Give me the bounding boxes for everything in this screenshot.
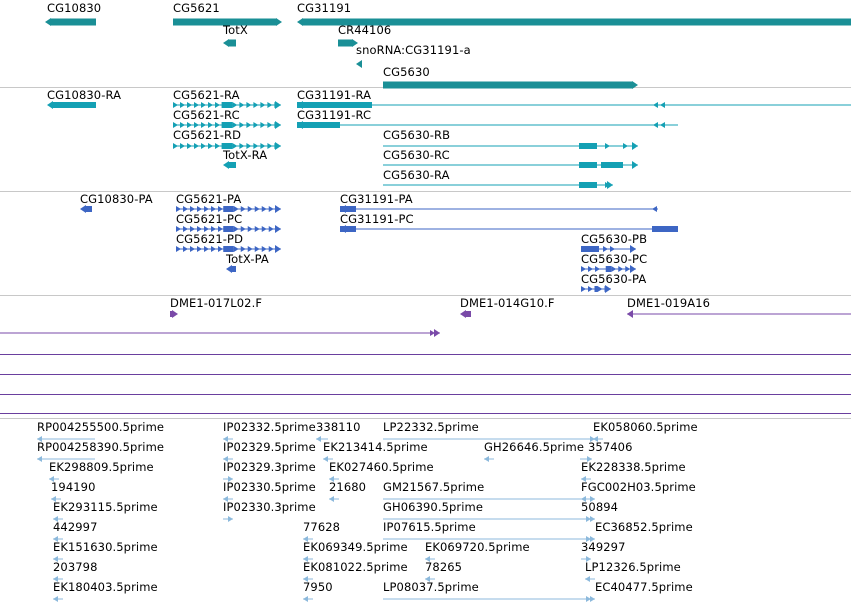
empty-track-line — [0, 374, 851, 375]
track-separator — [0, 295, 851, 296]
gene-feature[interactable] — [338, 35, 358, 51]
est-feature[interactable] — [581, 591, 591, 603]
gene-label: CG10830 — [47, 1, 102, 15]
transcript-label: CG31191-RC — [297, 108, 372, 122]
est-label: 78265 — [425, 560, 463, 574]
est-label: LP08037.5prime — [383, 580, 479, 594]
gene-feature[interactable] — [383, 77, 638, 93]
transcript-feature[interactable] — [297, 97, 851, 113]
est-label: IP02332.5prime — [223, 420, 316, 434]
empty-track-line — [0, 413, 851, 414]
est-label: 442997 — [53, 520, 98, 534]
est-label: EK081022.5prime — [303, 560, 408, 574]
est-label: FGC002H03.5prime — [581, 480, 696, 494]
gene-glyph — [45, 14, 96, 30]
protein-label: CG10830-PA — [80, 192, 153, 206]
clone-feature[interactable] — [170, 306, 178, 322]
gene-glyph — [356, 56, 361, 72]
est-glyph — [484, 451, 494, 467]
est-glyph — [581, 591, 591, 603]
protein-glyph — [226, 261, 236, 277]
est-label: IP02329.3prime — [223, 460, 316, 474]
protein-feature[interactable] — [80, 201, 92, 217]
transcript-feature[interactable] — [383, 177, 613, 193]
empty-track-line — [0, 394, 851, 395]
est-label: EK058060.5prime — [593, 420, 698, 434]
protein-label: CG5630-PB — [581, 232, 648, 246]
clone-label: DME1-019A16 — [627, 296, 711, 310]
protein-label: CG31191-PA — [340, 192, 413, 206]
est-label: EC40477.5prime — [595, 580, 693, 594]
protein-label: CG5621-PC — [176, 212, 243, 226]
est-label: LP22332.5prime — [383, 420, 479, 434]
est-glyph — [585, 571, 595, 587]
protein-feature[interactable] — [581, 281, 611, 297]
est-label: EK069720.5prime — [425, 540, 530, 554]
transcript-glyph — [297, 97, 851, 113]
clone-feature[interactable] — [0, 325, 440, 341]
est-feature[interactable] — [484, 451, 494, 467]
protein-label: CG5621-PA — [176, 192, 242, 206]
clone-glyph — [460, 306, 471, 322]
est-label: 338110 — [316, 420, 361, 434]
protein-feature[interactable] — [226, 261, 236, 277]
est-label: GH26646.5prime — [484, 440, 585, 454]
clone-feature[interactable] — [627, 306, 851, 322]
est-feature[interactable] — [53, 591, 63, 603]
est-feature[interactable] — [329, 491, 339, 507]
empty-track-line — [0, 354, 851, 355]
est-label: 194190 — [51, 480, 96, 494]
est-label: EK293115.5prime — [53, 500, 158, 514]
gene-label: CG5621 — [173, 1, 220, 15]
est-label: GH06390.5prime — [383, 500, 484, 514]
gene-label: snoRNA:CG31191-a — [356, 43, 471, 57]
transcript-label: CG5621-RC — [173, 108, 240, 122]
est-feature[interactable] — [585, 571, 595, 587]
est-feature[interactable] — [581, 511, 591, 527]
est-label: IP02330.5prime — [223, 480, 316, 494]
transcript-label: CG31191-RA — [297, 88, 372, 102]
est-label: 7950 — [303, 580, 333, 594]
transcript-glyph — [47, 97, 96, 113]
gene-label: TotX — [223, 23, 248, 37]
est-glyph — [581, 511, 591, 527]
est-label: 357406 — [588, 440, 633, 454]
est-label: RP004258390.5prime — [37, 440, 165, 454]
est-label: EK027460.5prime — [329, 460, 434, 474]
gene-label: CG31191 — [297, 1, 352, 15]
est-label: EK213414.5prime — [323, 440, 428, 454]
transcript-label: CG5630-RC — [383, 148, 450, 162]
track-separator — [0, 418, 851, 419]
est-label: EC36852.5prime — [595, 520, 693, 534]
transcript-label: TotX-RA — [223, 148, 268, 162]
est-label: 203798 — [53, 560, 98, 574]
transcript-label: CG10830-RA — [47, 88, 122, 102]
gene-glyph — [338, 35, 358, 51]
clone-glyph — [0, 325, 440, 341]
transcript-feature[interactable] — [223, 157, 236, 173]
clone-label: DME1-014G10.F — [460, 296, 555, 310]
protein-label: CG31191-PC — [340, 212, 414, 226]
est-feature[interactable] — [223, 511, 233, 527]
est-label: 349297 — [581, 540, 626, 554]
est-label: EK180403.5prime — [53, 580, 158, 594]
est-label: EK298809.5prime — [49, 460, 154, 474]
est-label: 77628 — [303, 520, 341, 534]
est-label: EK228338.5prime — [581, 460, 686, 474]
protein-glyph — [581, 281, 611, 297]
est-label: GM21567.5prime — [383, 480, 485, 494]
gene-glyph — [223, 35, 236, 51]
est-glyph — [223, 511, 233, 527]
est-label: RP004255500.5prime — [37, 420, 165, 434]
est-glyph — [329, 491, 339, 507]
gene-feature[interactable] — [45, 14, 96, 30]
clone-glyph — [170, 306, 178, 322]
est-label: 21680 — [329, 480, 367, 494]
gene-feature[interactable] — [356, 56, 361, 72]
transcript-label: CG5630-RB — [383, 128, 451, 142]
est-label: IP07615.5prime — [383, 520, 476, 534]
transcript-glyph — [297, 117, 678, 133]
est-glyph — [383, 591, 595, 603]
transcript-label: CG5621-RA — [173, 88, 240, 102]
gene-glyph — [383, 77, 638, 93]
protein-label: CG5621-PD — [176, 232, 244, 246]
est-label: EK069349.5prime — [303, 540, 408, 554]
protein-glyph — [80, 201, 92, 217]
transcript-feature[interactable] — [47, 97, 96, 113]
est-label: LP12326.5prime — [585, 560, 681, 574]
transcript-feature[interactable] — [297, 117, 678, 133]
est-label: IP02330.3prime — [223, 500, 316, 514]
est-label: 50894 — [581, 500, 619, 514]
est-label: IP02329.5prime — [223, 440, 316, 454]
transcript-glyph — [223, 157, 236, 173]
transcript-label: CG5621-RD — [173, 128, 242, 142]
protein-label: CG5630-PA — [581, 272, 647, 286]
clone-label: DME1-017L02.F — [170, 296, 263, 310]
est-glyph — [53, 591, 63, 603]
est-label: EK151630.5prime — [53, 540, 158, 554]
gene-label: CR44106 — [338, 23, 392, 37]
clone-glyph — [627, 306, 851, 322]
protein-label: TotX-PA — [226, 252, 269, 266]
clone-feature[interactable] — [460, 306, 471, 322]
est-feature[interactable] — [303, 591, 313, 603]
gene-feature[interactable] — [223, 35, 236, 51]
transcript-label: CG5630-RA — [383, 168, 450, 182]
gene-label: CG5630 — [383, 65, 430, 79]
est-feature[interactable] — [383, 591, 595, 603]
est-glyph — [303, 591, 313, 603]
transcript-glyph — [383, 177, 613, 193]
protein-label: CG5630-PC — [581, 252, 648, 266]
